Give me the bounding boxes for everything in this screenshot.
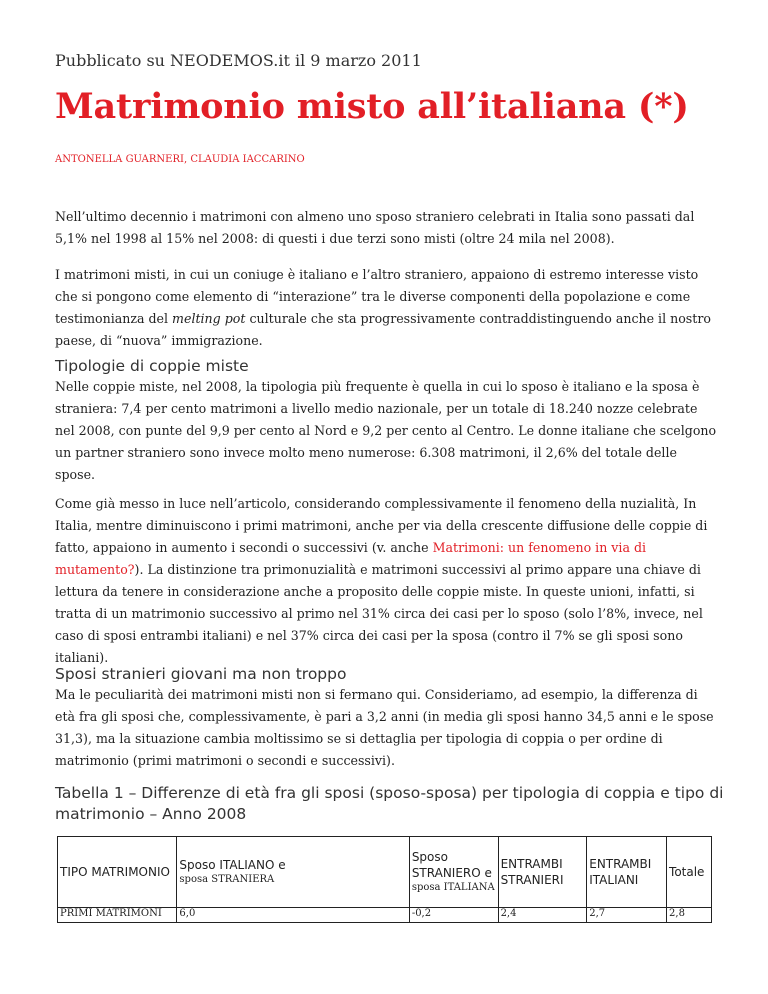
paragraph-mixed-marriages [55, 264, 720, 352]
table-row [58, 908, 712, 923]
paragraph-text: culturale che sta progressivamente contraddistinguendo anche il nostro paese, di “nuova” immigrazione. [55, 311, 711, 348]
header-entrambi-italiani: ENTRAMBI ITALIANI [587, 837, 667, 908]
cell-entrambi-stranieri: 2,4 [498, 908, 587, 923]
section-heading-tipologie: Tipologie di coppie miste [55, 357, 249, 375]
cell-totale: 2,8 [667, 908, 712, 923]
paragraph-text: ). La distinzione tra primonuzialità e matrimoni successivi al primo appare una chiave di lettura da tenere in considerazione anche a proposito delle coppie miste. In queste unioni, infatti, si tratta di un matrimonio successivo al primo nel 31% circa dei casi per lo sposo (solo l’8%, invece, nel caso di sposi entrambi italiani) e nel 37% circa dei casi per la sposa (contro il 7% se gli sposi sono italiani). [55, 562, 703, 665]
header-tipo-matrimonio: TIPO MATRIMONIO [58, 837, 177, 908]
paragraph-nuzialita [55, 493, 720, 669]
header-sposo-italiano: Sposo ITALIANO e sposa STRANIERA [177, 837, 409, 908]
table-header-row [58, 837, 712, 908]
age-difference-table [57, 836, 712, 923]
header-sposo-straniero: Sposo STRANIERO e sposa ITALIANA [409, 837, 498, 908]
emphasis-text: melting pot [172, 311, 246, 326]
header-totale: Totale [667, 837, 712, 908]
paragraph-intro: Nell’ultimo decennio i matrimoni con almeno uno sposo straniero celebrati in Italia sono passati dal 5,1% nel 1998 al 15% nel 2008: di questi i due terzi sono misti (oltre 24 mila nel 2008). [55, 209, 695, 246]
article-link-matrimoni[interactable]: Matrimoni: un fenomeno in via di mutamento? [55, 540, 647, 577]
paragraph-eta: Ma le peculiarità dei matrimoni misti non si fermano qui. Consideriamo, ad esempio, la differenza di età fra gli sposi che, complessivamente, è pari a 3,2 anni (in media gli sposi hanno 34,5 anni e le spose 31,3), ma la situazione cambia moltissimo se si dettaglia per tipologia di coppia o per ordine di matrimonio (primi matrimoni o secondi e successivi). [55, 687, 714, 768]
article-authors: ANTONELLA GUARNERI, CLAUDIA IACCARINO [55, 154, 305, 165]
cell-ital-stra: 6,0 [177, 908, 409, 923]
paragraph-text: I matrimoni misti, in cui un coniuge è italiano e l’altro straniero, appaiono di estremo interesse visto che si pongono come elemento di “interazione” tra le diverse componenti della popolazione e come testimonianza del [55, 267, 699, 326]
paragraph-tipologie: Nelle coppie miste, nel 2008, la tipologia più frequente è quella in cui lo sposo è italiano e la sposa è straniera: 7,4 per cento matrimoni a livello medio nazionale, per un totale di 18.240 nozze celebrate nel 2008, con punte del 9,9 per cento al Nord e 9,2 per cento al Centro. Le donne italiane che scelgono un partner straniero sono invece molto meno numerose: 6.308 matrimoni, il 2,6% del totale delle spose. [55, 379, 717, 482]
cell-tipo: PRIMI MATRIMONI [58, 908, 177, 923]
cell-stra-ital: -0,2 [409, 908, 498, 923]
publication-line: Pubblicato su NEODEMOS.it il 9 marzo 2011 [55, 51, 422, 70]
header-entrambi-stranieri: ENTRAMBI STRANIERI [498, 837, 587, 908]
paragraph-text: Come già messo in luce nell’articolo, considerando complessivamente il fenomeno della nuzialità, In Italia, mentre diminuiscono i primi matrimoni, anche per via della crescente diffusione delle coppie di fatto, appaiono in aumento i secondi o successivi (v. anche [55, 496, 708, 555]
section-heading-sposi: Sposi stranieri giovani ma non troppo [55, 665, 347, 683]
cell-entrambi-italiani: 2,7 [587, 908, 667, 923]
table-title: Tabella 1 – Differenze di età fra gli sposi (sposo-sposa) per tipologia di coppia e tipo di matrimonio – Anno 2008 [55, 784, 724, 823]
article-title: Matrimonio misto all’italiana (*) [55, 86, 689, 127]
